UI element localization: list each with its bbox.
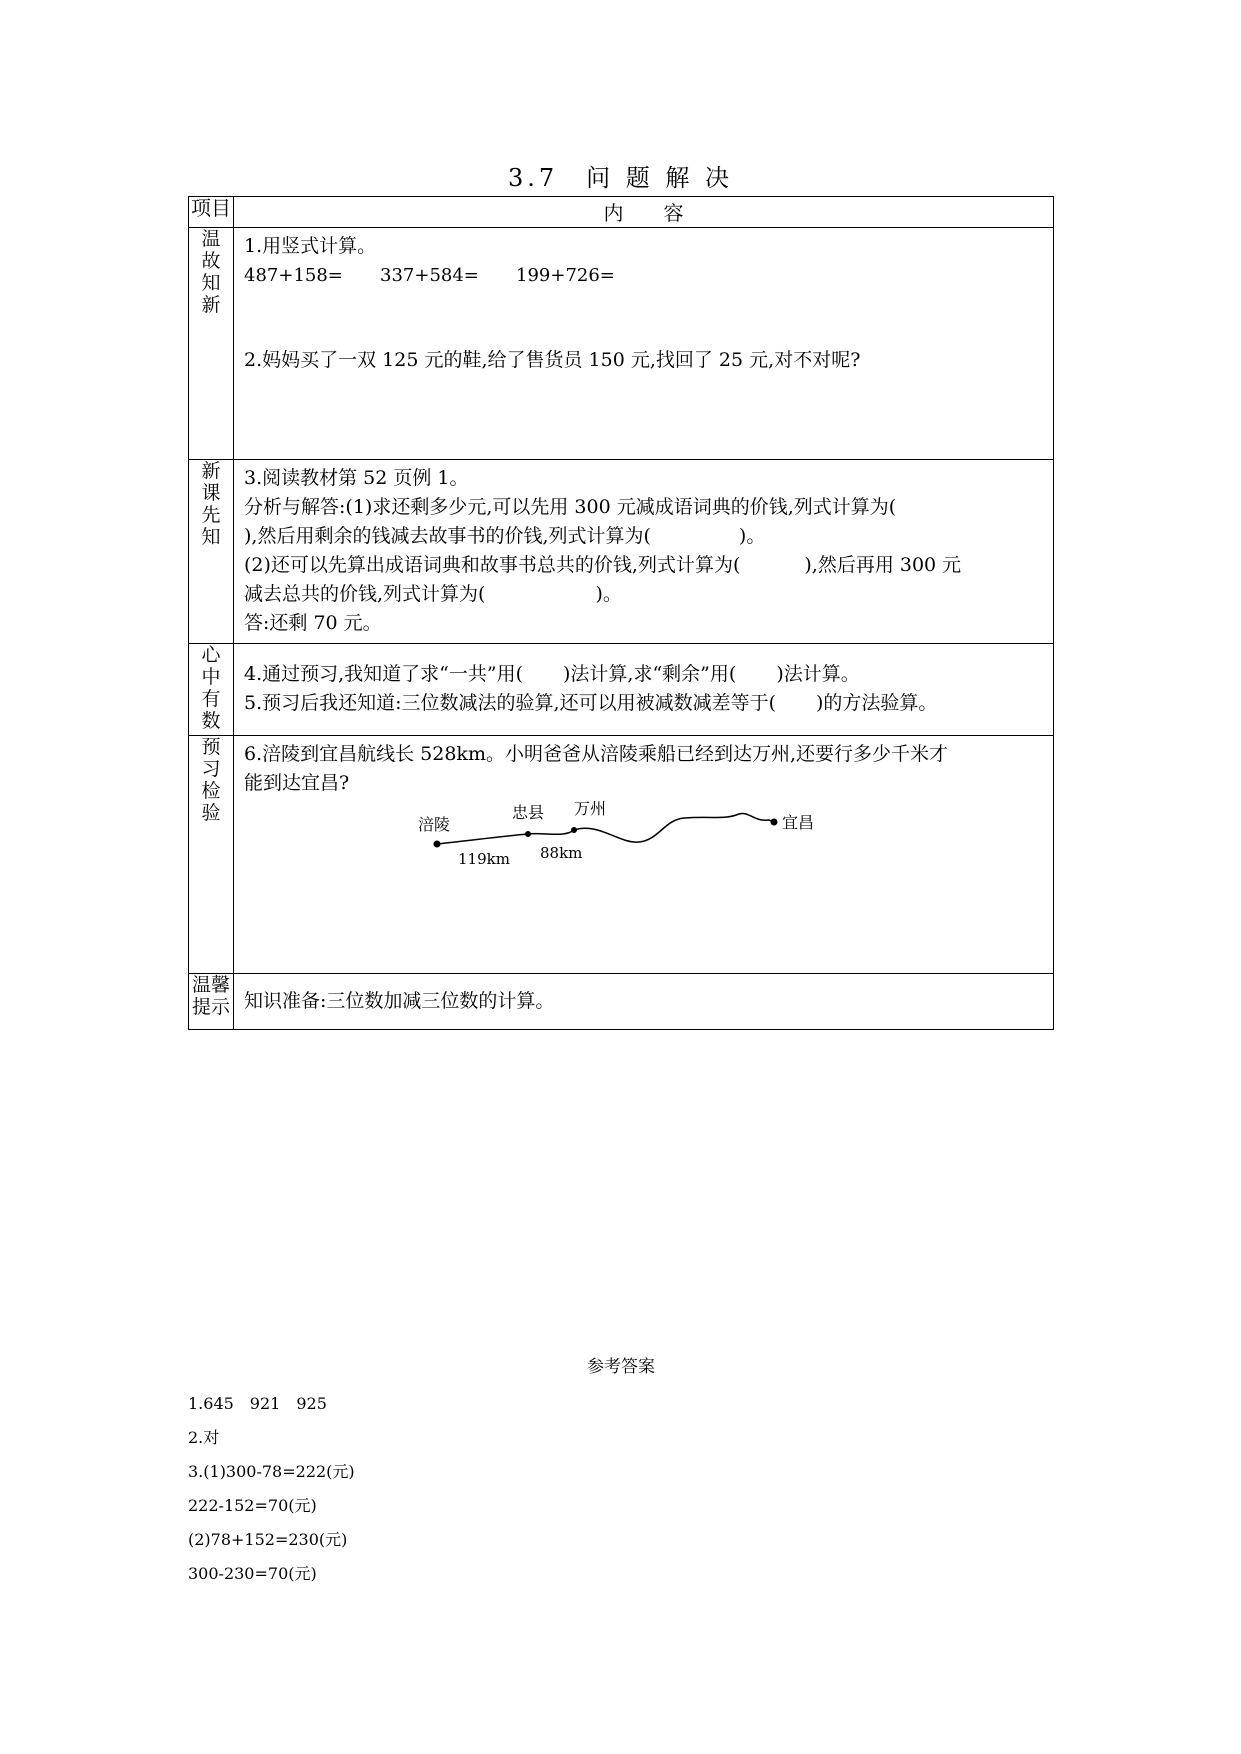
question-3: 3.阅读教材第 52 页例 1。 [244, 467, 469, 489]
question-1: 1.用竖式计算。 [244, 235, 377, 257]
analysis-line-1: 分析与解答:(1)求还剩多少元,可以先用 300 元减成语词典的价钱,列式计算为( [244, 496, 897, 518]
distance-1: 119km [458, 850, 510, 868]
answer-heading: 参考答案 [587, 1357, 655, 1377]
analysis-line-4: 减去总共的价钱,列式计算为( [244, 583, 486, 605]
section-tips-content [234, 974, 1054, 1030]
place-fuling: 涪陵 [418, 815, 451, 834]
analysis-line-2: ),然后用剩余的钱减去故事书的价钱,列式计算为( [244, 525, 651, 547]
answer-line-3: 3.(1)300-78=222(元) [188, 1462, 355, 1481]
answer-line-1: 1.645 921 925 [188, 1394, 327, 1413]
answer-line-4: 222-152=70(元) [188, 1496, 317, 1515]
header-content: 内 容 [234, 197, 1054, 228]
header-item: 项目 [189, 197, 234, 228]
page-title: 3.7 问 题 解 决 [507, 164, 734, 192]
route-map [418, 799, 854, 874]
category-tips: 温馨 提示 [189, 974, 234, 1030]
category-preview-check: 预 习 检 验 [189, 736, 234, 974]
question-5: 5.预习后我还知道:三位数减法的验算,还可以用被减数减差等于( [244, 692, 776, 714]
river-route-line [437, 813, 774, 844]
wanzhou-dot [571, 827, 577, 833]
answer-line: 答:还剩 70 元。 [244, 612, 382, 634]
fuling-dot [434, 841, 441, 848]
worksheet-table [188, 196, 1054, 1030]
zhongxian-dot [525, 831, 531, 837]
tip-text: 知识准备:三位数加减三位数的计算。 [244, 990, 555, 1012]
calc-2: 337+584= [380, 265, 479, 286]
place-yichang: 宜昌 [782, 813, 815, 832]
yichang-dot [771, 819, 778, 826]
section-in-mind-content: 4.通过预习,我知道了求“一共”用( )法计算,求“剩余”用( )法计算。 5.预习后我还知道:三位数减法的验算,还可以用被减数减差等于( )的方法验算。 [234, 644, 1054, 736]
calc-3: 199+726= [516, 265, 615, 286]
question-6: 6.涪陵到宜昌航线长 528km。小明爸爸从涪陵乘船已经到达万州,还要行多少千米才 [244, 743, 949, 765]
question-2: 2.妈妈买了一双 125 元的鞋,给了售货员 150 元,找回了 25 元,对不对呢? [244, 349, 861, 371]
analysis-line-3: (2)还可以先算出成语词典和故事书总共的价钱,列式计算为( [244, 554, 741, 576]
section-new-lesson-content: 3.阅读教材第 52 页例 1。 分析与解答:(1)求还剩多少元,可以先用 300 元减成语词典的价钱,列式计算为( ),然后用剩余的钱减去故事书的价钱,列式计算为( )。 (2)还可以先算出成语词典和故事书总共的价钱,列式计算为( ),然后再用 300 元 减去总共的价钱,列式计算为( )。 答:还剩 70 元。 [234, 460, 1054, 644]
calc-1: 487+158= [244, 265, 343, 286]
place-zhongxian: 忠县 [512, 803, 545, 822]
question-6-cont: 能到达宜昌? [244, 772, 350, 794]
distance-2: 88km [540, 844, 583, 862]
section-review-content [234, 228, 1054, 460]
category-in-mind: 心 中 有 数 [189, 644, 234, 736]
answer-line-6: 300-230=70(元) [188, 1564, 317, 1583]
question-4: 4.通过预习,我知道了求“一共”用( [244, 663, 524, 685]
category-new-lesson: 新 课 先 知 [189, 460, 234, 644]
section-preview-check-content [234, 736, 1054, 974]
answer-line-2: 2.对 [188, 1428, 220, 1447]
place-wanzhou: 万州 [574, 799, 607, 818]
category-review: 温 故 知 新 [189, 228, 234, 460]
answer-line-5: (2)78+152=230(元) [188, 1530, 348, 1549]
answer-key [188, 1352, 1054, 1591]
